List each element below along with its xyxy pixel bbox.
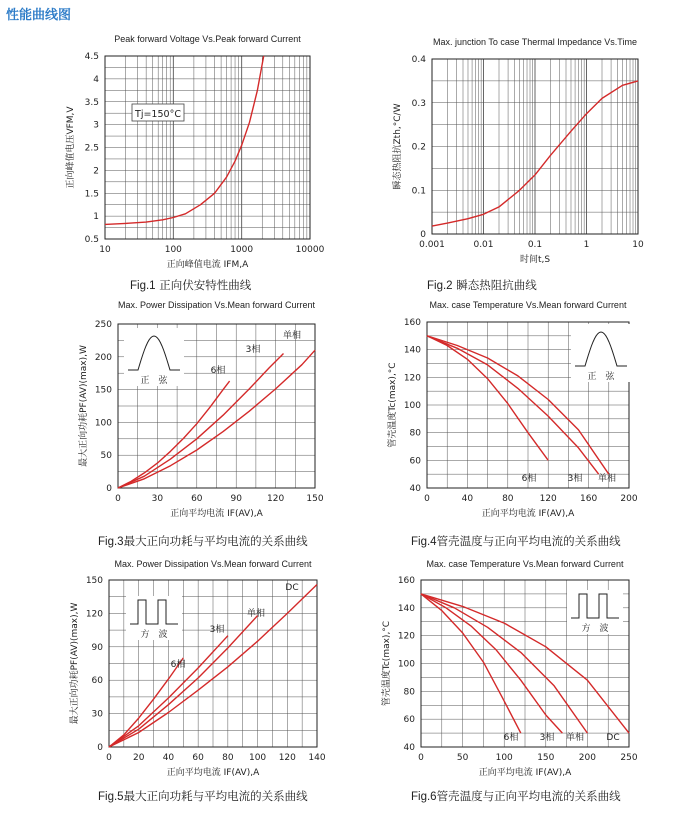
x-tick-label: 20	[132, 753, 145, 763]
x-tick-label: 50	[456, 753, 469, 763]
chart-fig4	[339, 290, 678, 552]
x-tick-label: 1000	[230, 245, 254, 255]
series-label: 3相	[209, 625, 225, 635]
x-tick-label: 100	[164, 245, 182, 255]
chart-title: Max. junction To case Thermal Impedance Vs.Time	[433, 37, 637, 47]
series-label: 3相	[539, 733, 555, 743]
y-tick-label: 0.2	[411, 142, 426, 153]
x-tick-label: 100	[495, 753, 513, 763]
y-tick-label: 100	[397, 659, 415, 670]
x-tick-label: 80	[502, 494, 514, 504]
x-tick-label: 200	[578, 753, 596, 763]
x-tick-label: 0	[106, 753, 112, 763]
chart-panel-fig2	[339, 26, 678, 292]
series-label: DC	[606, 733, 620, 743]
series-label: 3相	[245, 345, 261, 355]
y-tick-label: 160	[403, 318, 421, 328]
y-tick-label: 140	[403, 345, 421, 356]
x-tick-label: 90	[230, 494, 242, 504]
y-tick-label: 90	[91, 642, 103, 653]
y-tick-label: 160	[397, 576, 415, 586]
chart-caption: Fig.5最大正向功耗与平均电流的关系曲线	[98, 789, 308, 803]
y-tick-label: 40	[409, 484, 421, 494]
y-tick-label: 4	[93, 74, 99, 85]
y-tick-label: 100	[403, 401, 421, 411]
chart-caption: Fig.6管壳温度与正向平均电流的关系曲线	[411, 789, 621, 803]
inset-label: 正 弦	[140, 376, 168, 386]
chart-title: Max. Power Dissipation Vs.Mean forward Current	[117, 300, 316, 310]
series-line-main	[105, 56, 264, 224]
chart-panel-fig6	[339, 552, 678, 814]
x-tick-label: 10000	[295, 245, 325, 255]
x-tick-label: 0.001	[419, 240, 445, 250]
x-axis-label: 时间t,S	[519, 255, 551, 265]
x-tick-label: 150	[306, 494, 324, 504]
x-tick-label: 160	[580, 494, 598, 504]
y-tick-label: 140	[397, 603, 415, 614]
series-label: 单相	[565, 733, 585, 743]
y-tick-label: 100	[94, 418, 112, 429]
y-tick-label: 150	[85, 576, 103, 586]
y-axis-label: 瞬态热阻抗Zth,°C/W	[393, 103, 403, 190]
x-tick-label: 140	[308, 753, 326, 763]
y-tick-label: 80	[403, 687, 415, 698]
y-axis-label: 管壳温度Tc(max),°C	[382, 620, 392, 707]
y-axis-label: 最大正向功耗PF(AV)(max),W	[79, 345, 89, 467]
y-tick-label: 0	[97, 743, 103, 753]
chart-fig5	[0, 552, 339, 814]
y-tick-label: 60	[403, 715, 415, 726]
y-tick-label: 2.5	[84, 143, 99, 154]
inset-label: 方 波	[581, 624, 609, 634]
y-tick-label: 50	[100, 451, 112, 462]
x-axis-label: 正向平均电流 IF(AV),A	[478, 768, 572, 778]
series-line-6相	[109, 658, 183, 747]
chart-fig6	[339, 552, 678, 814]
gridlines	[105, 56, 310, 239]
chart-fig2	[339, 26, 678, 288]
y-tick-label: 250	[94, 320, 112, 330]
y-tick-label: 0	[420, 230, 426, 240]
y-axis-label: 最大正向功耗PF(AV)(max),W	[70, 602, 80, 725]
x-tick-label: 120	[278, 753, 296, 763]
series-label: 6相	[521, 474, 537, 484]
y-tick-label: 0	[106, 484, 112, 494]
series-label: 单相	[597, 474, 617, 484]
y-tick-label: 120	[403, 373, 421, 384]
x-tick-label: 40	[162, 753, 175, 763]
series-label: 单相	[282, 331, 302, 341]
y-tick-label: 0.4	[411, 55, 426, 65]
x-tick-label: 0	[424, 494, 430, 504]
series-label: 6相	[503, 733, 519, 743]
y-tick-label: 200	[94, 352, 112, 363]
annotation-text: Tj=150°C	[135, 109, 181, 120]
chart-panel-fig1	[0, 26, 339, 292]
chart-fig1	[0, 26, 339, 288]
y-tick-label: 120	[85, 609, 103, 620]
chart-panel-fig4	[339, 290, 678, 552]
x-tick-label: 250	[620, 753, 638, 763]
x-tick-label: 120	[539, 494, 557, 504]
chart-title: Peak forward Voltage Vs.Peak forward Current	[114, 34, 301, 44]
x-tick-label: 10	[99, 245, 111, 255]
y-tick-label: 30	[91, 709, 103, 720]
chart-panel-fig3	[0, 290, 339, 552]
series-label: DC	[285, 583, 299, 593]
y-tick-label: 2	[93, 166, 99, 177]
x-tick-label: 0	[418, 753, 424, 763]
chart-caption: Fig.4管壳温度与正向平均电流的关系曲线	[411, 534, 621, 548]
y-axis-label: 管壳温度Tc(max),°C	[388, 362, 398, 448]
x-tick-label: 30	[151, 494, 164, 504]
chart-title: Max. case Temperature Vs.Mean forward Current	[429, 300, 627, 310]
chart-panel-fig5	[0, 552, 339, 814]
y-tick-label: 60	[409, 456, 421, 467]
y-axis-label: 正向峰值电压VFM,V	[66, 106, 76, 189]
x-tick-label: 200	[620, 494, 638, 504]
y-tick-label: 4.5	[84, 52, 99, 62]
y-tick-label: 60	[91, 676, 103, 687]
y-tick-label: 1	[93, 212, 99, 223]
y-tick-label: 40	[403, 743, 415, 753]
x-tick-label: 0.01	[473, 240, 494, 250]
x-tick-label: 40	[461, 494, 474, 504]
x-axis-label: 正向峰值电流 IFM,A	[166, 260, 249, 270]
series-label: 6相	[170, 660, 186, 670]
chart-caption: Fig.2 瞬态热阻抗曲线	[427, 278, 537, 292]
y-tick-label: 150	[94, 385, 112, 396]
x-tick-label: 80	[222, 753, 234, 763]
x-tick-label: 1	[583, 240, 590, 250]
y-tick-label: 1.5	[84, 189, 99, 200]
x-tick-label: 0.1	[527, 240, 543, 250]
chart-caption: Fig.3最大正向功耗与平均电流的关系曲线	[98, 534, 308, 548]
x-axis-label: 正向平均电流 IF(AV),A	[170, 509, 263, 519]
x-tick-label: 120	[267, 494, 285, 504]
x-axis-label: 正向平均电流 IF(AV),A	[481, 509, 575, 519]
chart-caption: Fig.1 正向伏安特性曲线	[130, 278, 252, 292]
x-tick-label: 10	[632, 240, 644, 250]
chart-fig3	[0, 290, 339, 552]
y-tick-label: 0.5	[84, 235, 99, 245]
x-tick-label: 100	[248, 753, 267, 763]
inset-label: 正 弦	[587, 372, 615, 382]
inset-label: 方 波	[140, 630, 168, 640]
x-axis-label: 正向平均电流 IF(AV),A	[166, 768, 260, 778]
y-tick-label: 3.5	[84, 97, 99, 108]
series-line-6相	[118, 381, 230, 488]
gridlines	[432, 59, 638, 234]
y-tick-label: 0.3	[411, 98, 426, 109]
series-label: 6相	[210, 366, 226, 376]
series-label: 单相	[246, 609, 266, 619]
y-tick-label: 3	[93, 120, 99, 131]
x-tick-label: 150	[537, 753, 555, 763]
chart-title: Max. case Temperature Vs.Mean forward Current	[426, 559, 624, 569]
x-tick-label: 0	[115, 494, 121, 504]
x-tick-label: 60	[191, 494, 203, 504]
series-label: 3相	[567, 474, 583, 484]
y-tick-label: 0.1	[411, 186, 426, 197]
page-title: 性能曲线图	[6, 8, 72, 23]
x-tick-label: 60	[192, 753, 204, 763]
y-tick-label: 80	[409, 428, 421, 439]
chart-title: Max. Power Dissipation Vs.Mean forward Current	[114, 559, 312, 569]
y-tick-label: 120	[397, 631, 415, 642]
